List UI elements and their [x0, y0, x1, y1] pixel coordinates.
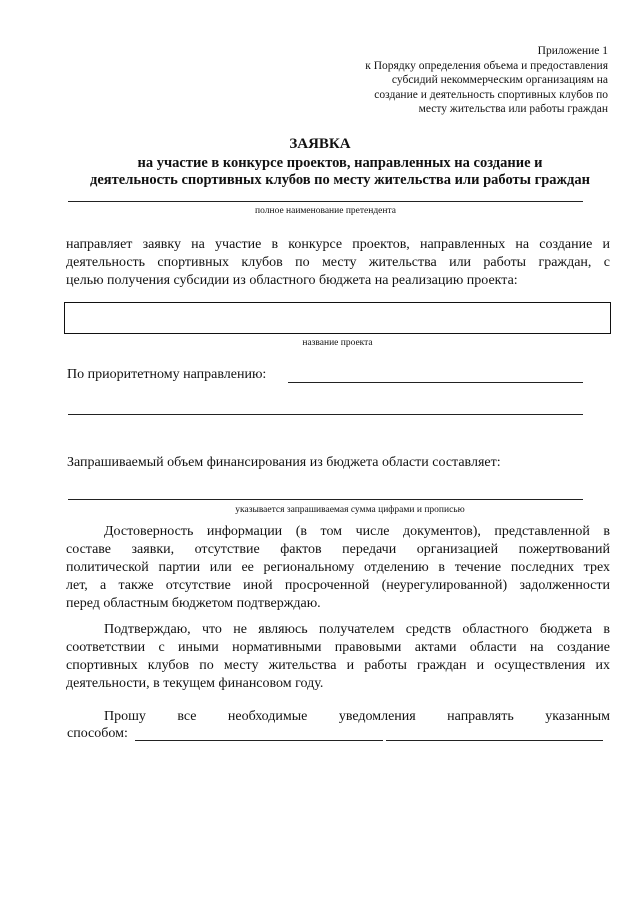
para1-line: Достоверность информации (в том числе документов), представленной в	[104, 524, 610, 539]
priority-field-continued[interactable]	[68, 414, 583, 415]
intro-line: целью получения субсидии из областного бюджета на реализацию проекта:	[66, 273, 518, 288]
para1-line: перед областным бюджетом подтверждаю.	[66, 596, 321, 611]
intro-line: деятельность спортивных клубов по месту жительства или работы граждан, с	[66, 255, 610, 270]
annex-line: месту жительства или работы граждан	[418, 103, 608, 115]
funding-caption: указывается запрашиваемая сумма цифрами и прописью	[235, 505, 465, 515]
applicant-caption: полное наименование претендента	[255, 206, 396, 216]
notification-paragraph	[66, 708, 610, 726]
intro-paragraph	[66, 236, 610, 290]
confirmation-paragraph-2	[66, 621, 610, 693]
document-subtitle	[60, 155, 620, 189]
notify-method-label: способом:	[67, 726, 128, 741]
para2-line: Подтверждаю, что не являюсь получателем средств областного бюджета в	[104, 622, 610, 637]
para2-line: деятельности, в текущем финансовом году.	[66, 676, 324, 691]
intro-line: направляет заявку на участие в конкурсе проектов, направленных на создание и	[66, 237, 610, 252]
notify-method-field[interactable]	[135, 740, 383, 741]
project-name-box[interactable]	[64, 302, 611, 334]
notify-line: Прошу все необходимые уведомления направлять указанным	[104, 709, 610, 724]
priority-label: По приоритетному направлению:	[67, 367, 267, 382]
para2-line: соответствии с иными нормативными правовыми актами области на создание	[66, 640, 610, 655]
applicant-name-field[interactable]	[68, 201, 583, 202]
annex-block	[308, 44, 608, 117]
confirmation-paragraph-1	[66, 523, 610, 613]
funding-label: Запрашиваемый объем финансирования из бюджета области составляет:	[67, 455, 501, 470]
priority-field[interactable]	[288, 382, 583, 383]
annex-line: создание и деятельность спортивных клубов по	[374, 88, 608, 101]
annex-line: к Порядку определения объема и предоставления	[365, 59, 608, 72]
subtitle-line: деятельность спортивных клубов по месту жительства или работы граждан	[90, 172, 590, 188]
para1-line: политической партии или ее региональному отделению в течение последних трех	[66, 560, 610, 575]
notify-method-field-2[interactable]	[386, 740, 603, 741]
para1-line: составе заявки, отсутствие фактов передачи организацией пожертвований	[66, 542, 610, 557]
document-title: ЗАЯВКА	[289, 136, 351, 152]
annex-line: субсидий некоммерческим организациям на	[391, 74, 608, 86]
project-caption: название проекта	[302, 338, 373, 348]
funding-amount-field[interactable]	[68, 499, 583, 500]
para1-line: лет, а также отсутствие иной просроченной (неурегулированной) задолженности	[66, 578, 610, 593]
para2-line: спортивных клубов по месту жительства и работы граждан и осуществления их	[66, 658, 610, 673]
subtitle-line: на участие в конкурсе проектов, направленных на создание и	[137, 155, 543, 171]
annex-line: Приложение 1	[537, 45, 608, 57]
